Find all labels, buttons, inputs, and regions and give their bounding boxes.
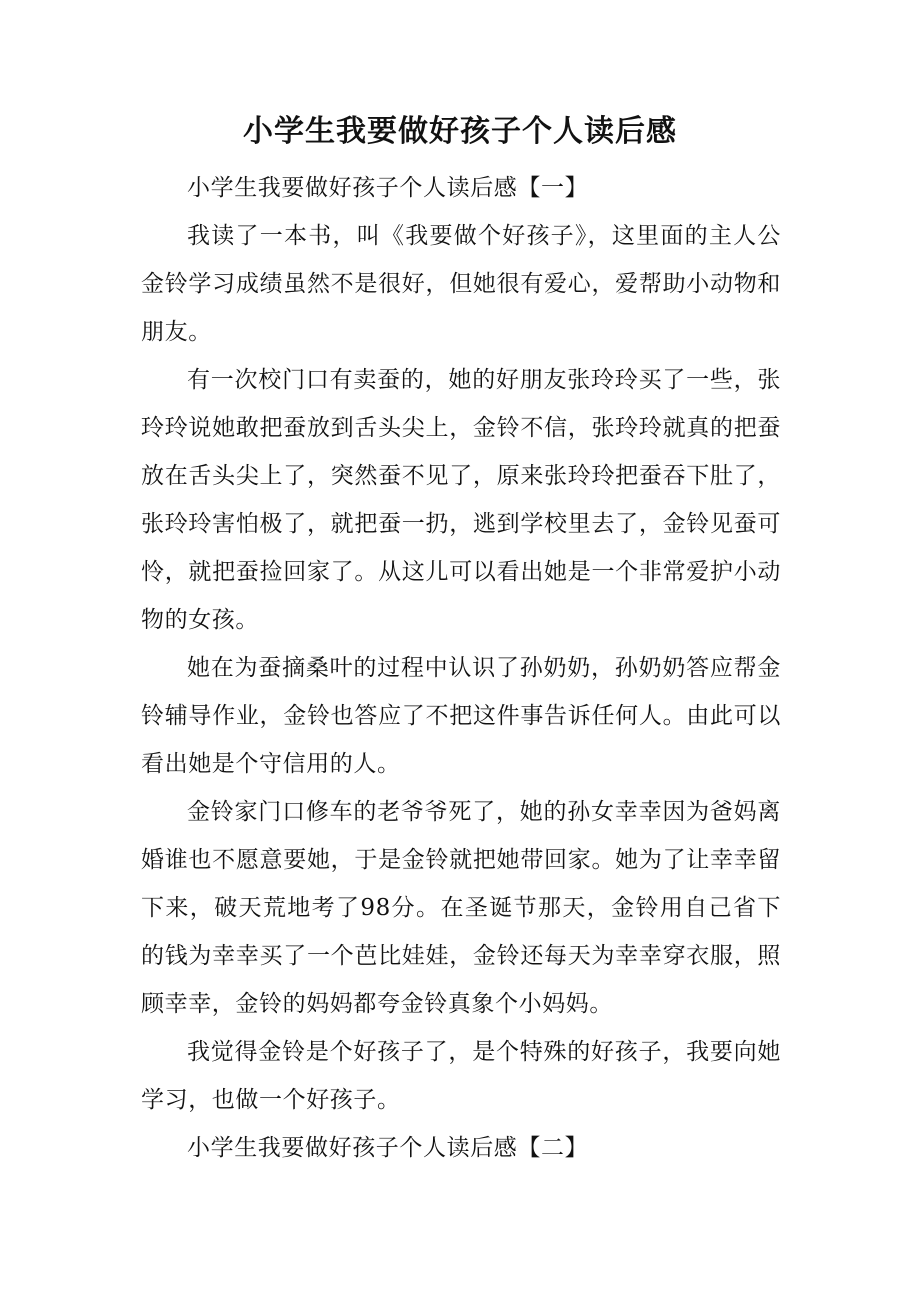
paragraph-5: 我觉得金铃是个好孩子了，是个特殊的好孩子，我要向她学习，也做一个好孩子。 xyxy=(141,1039,781,1113)
section-two-heading: 小学生我要做好孩子个人读后感【二】 xyxy=(187,1135,589,1161)
paragraph-2: 有一次校门口有卖蚕的，她的好朋友张玲玲买了一些，张玲玲说她敢把蚕放到舌头尖上，金铃不信，张玲玲就真的把蚕放在舌头尖上了，突然蚕不见了，原来张玲玲把蚕吞下肚了，张玲玲害怕极了，就把蚕一扔，逃到学校里去了，金铃见蚕可怜，就把蚕捡回家了。从这儿可以看出她是一个非常爱护小动物的女孩。 xyxy=(141,367,781,633)
paragraph-4: 金铃家门口修车的老爷爷死了，她的孙女幸幸因为爸妈离婚谁也不愿意要她，于是金铃就把她带回家。她为了让幸幸留下来，破天荒地考了98分。在圣诞节那天，金铃用自己省下的钱为幸幸买了一个芭比娃娃，金铃还每天为幸幸穿衣服，照顾幸幸，金铃的妈妈都夸金铃真象个小妈妈。 xyxy=(141,799,781,1017)
paragraph-1: 我读了一本书，叫《我要做个好孩子》，这里面的主人公金铃学习成绩虽然不是很好，但她很有爱心，爱帮助小动物和朋友。 xyxy=(141,223,781,345)
section-one-heading: 小学生我要做好孩子个人读后感【一】 xyxy=(187,175,589,201)
document-body xyxy=(141,164,781,1172)
paragraph-3: 她在为蚕摘桑叶的过程中认识了孙奶奶，孙奶奶答应帮金铃辅导作业，金铃也答应了不把这件事告诉任何人。由此可以看出她是个守信用的人。 xyxy=(141,655,781,777)
document-title: 小学生我要做好孩子个人读后感 xyxy=(243,114,677,149)
